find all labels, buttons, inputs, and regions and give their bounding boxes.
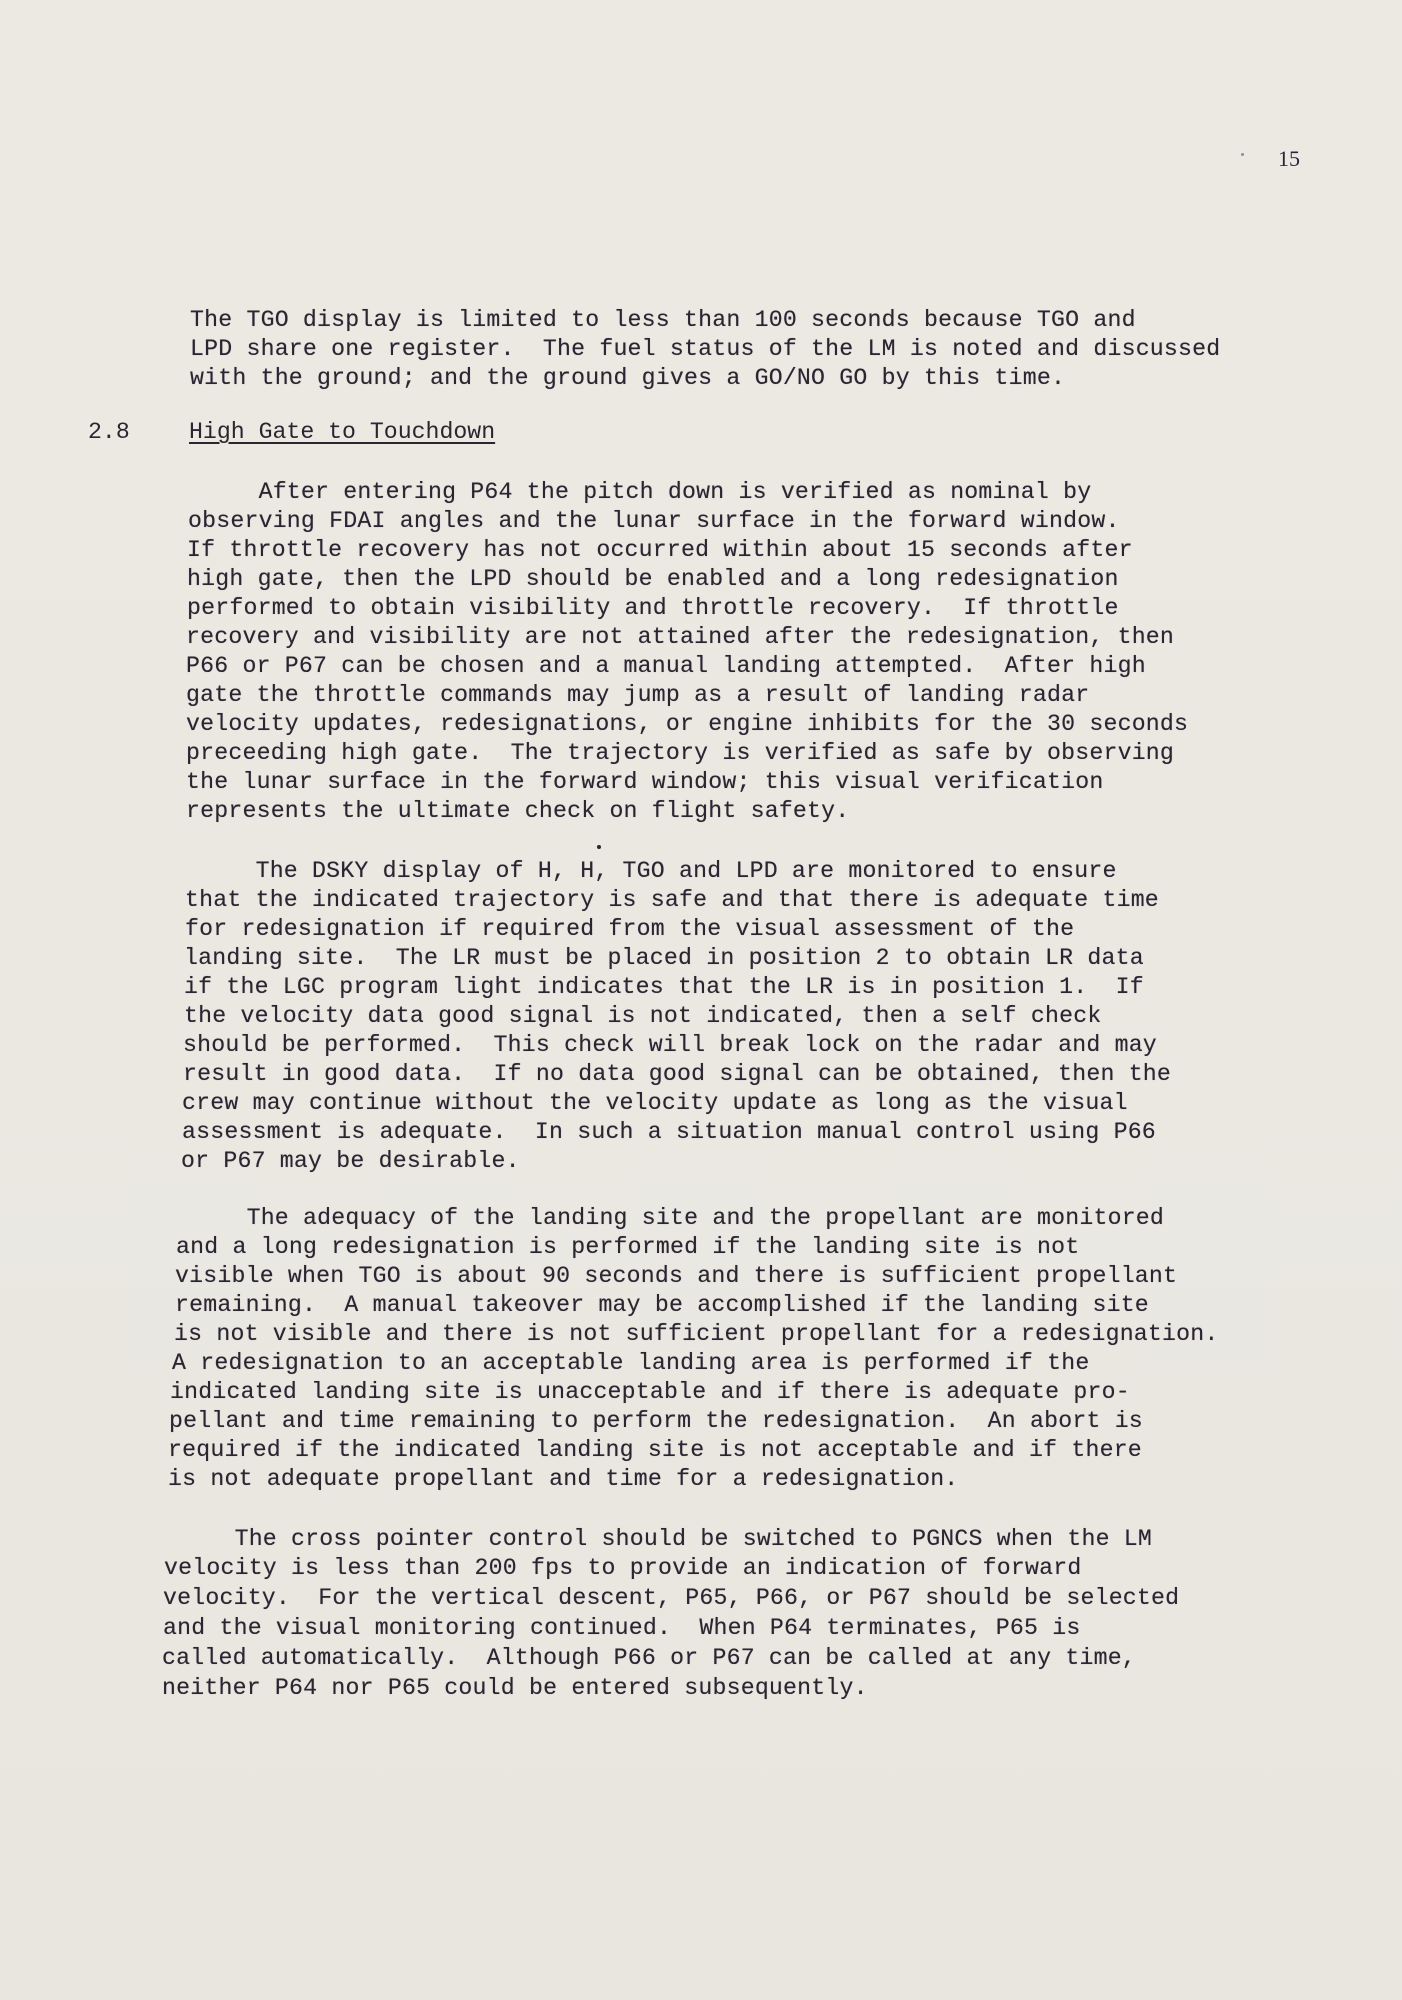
text-line: recovery and visibility are not attained after the redesignation, then <box>186 624 1175 650</box>
text-line: LPD share one register. The fuel status of the LM is noted and discussed <box>190 336 1221 362</box>
text-line: the lunar surface in the forward window; this visual verification <box>186 769 1104 795</box>
dot-accent-mark <box>597 845 601 849</box>
text-line: velocity updates, redesignations, or engine inhibits for the 30 seconds <box>186 711 1189 737</box>
text-line: assessment is adequate. In such a situation manual control using P66 <box>182 1119 1156 1145</box>
text-line: The adequacy of the landing site and the propellant are monitored <box>176 1205 1165 1231</box>
text-line: velocity is less than 200 fps to provide an indication of forward <box>164 1555 1082 1581</box>
text-line: is not adequate propellant and time for a redesignation. <box>168 1466 959 1492</box>
text-line: The cross pointer control should be switched to PGNCS when the LM <box>164 1526 1153 1552</box>
section-number: 2.8 <box>88 419 130 445</box>
text-line: gate the throttle commands may jump as a result of landing radar <box>186 682 1090 708</box>
text-line: neither P64 nor P65 could be entered subsequently. <box>162 1675 868 1701</box>
text-line: P66 or P67 can be chosen and a manual landing attempted. After high <box>186 653 1146 679</box>
text-line: The DSKY display of H, H, TGO and LPD are monitored to ensure <box>185 858 1117 884</box>
text-line: performed to obtain visibility and throttle recovery. If throttle <box>187 595 1119 621</box>
text-line: with the ground; and the ground gives a GO/NO GO by this time. <box>190 365 1066 391</box>
text-line: high gate, then the LPD should be enabled and a long redesignation <box>187 566 1119 592</box>
text-line: that the indicated trajectory is safe and that there is adequate time <box>185 887 1159 913</box>
text-line: and the visual monitoring continued. When P64 terminates, P65 is <box>163 1615 1081 1641</box>
text-line: crew may continue without the velocity update as long as the visual <box>182 1090 1128 1116</box>
text-line: and a long redesignation is performed if the landing site is not <box>176 1234 1080 1260</box>
text-line: represents the ultimate check on flight safety. <box>186 798 850 824</box>
page-number: 15 <box>1278 146 1300 171</box>
text-line: A redesignation to an acceptable landing area is performed if the <box>172 1350 1090 1376</box>
text-line: velocity. For the vertical descent, P65, P66, or P67 should be selected <box>163 1585 1180 1611</box>
text-line: visible when TGO is about 90 seconds and there is sufficient propellant <box>175 1263 1178 1289</box>
text-line: if the LGC program light indicates that the LR is in position 1. If <box>184 974 1144 1000</box>
text-line: observing FDAI angles and the lunar surface in the forward window. <box>188 508 1120 534</box>
text-line: remaining. A manual takeover may be accomplished if the landing site <box>175 1292 1149 1318</box>
text-line: result in good data. If no data good signal can be obtained, then the <box>183 1061 1172 1087</box>
text-line: The TGO display is limited to less than 100 seconds because TGO and <box>190 307 1136 333</box>
text-line: indicated landing site is unacceptable and if there is adequate pro- <box>170 1379 1130 1405</box>
text-line: landing site. The LR must be placed in position 2 to obtain LR data <box>184 945 1144 971</box>
text-line: is not visible and there is not sufficient propellant for a redesignation. <box>174 1321 1219 1347</box>
text-line: required if the indicated landing site is not acceptable and if there <box>168 1437 1142 1463</box>
section-title: High Gate to Touchdown <box>189 419 496 445</box>
text-line: preceeding high gate. The trajectory is verified as safe by observing <box>186 740 1175 766</box>
text-line: If throttle recovery has not occurred within about 15 seconds after <box>187 537 1133 563</box>
text-line: called automatically. Although P66 or P67 can be called at any time, <box>162 1645 1136 1671</box>
text-line: pellant and time remaining to perform the redesignation. An abort is <box>169 1408 1143 1434</box>
text-line: for redesignation if required from the visual assessment of the <box>185 916 1075 942</box>
text-line: After entering P64 the pitch down is verified as nominal by <box>188 479 1092 505</box>
text-line: the velocity data good signal is not indicated, then a self check <box>184 1003 1102 1029</box>
text-line: should be performed. This check will break lock on the radar and may <box>183 1032 1157 1058</box>
text-line: or P67 may be desirable. <box>181 1148 520 1174</box>
paper-speck <box>1241 153 1244 156</box>
